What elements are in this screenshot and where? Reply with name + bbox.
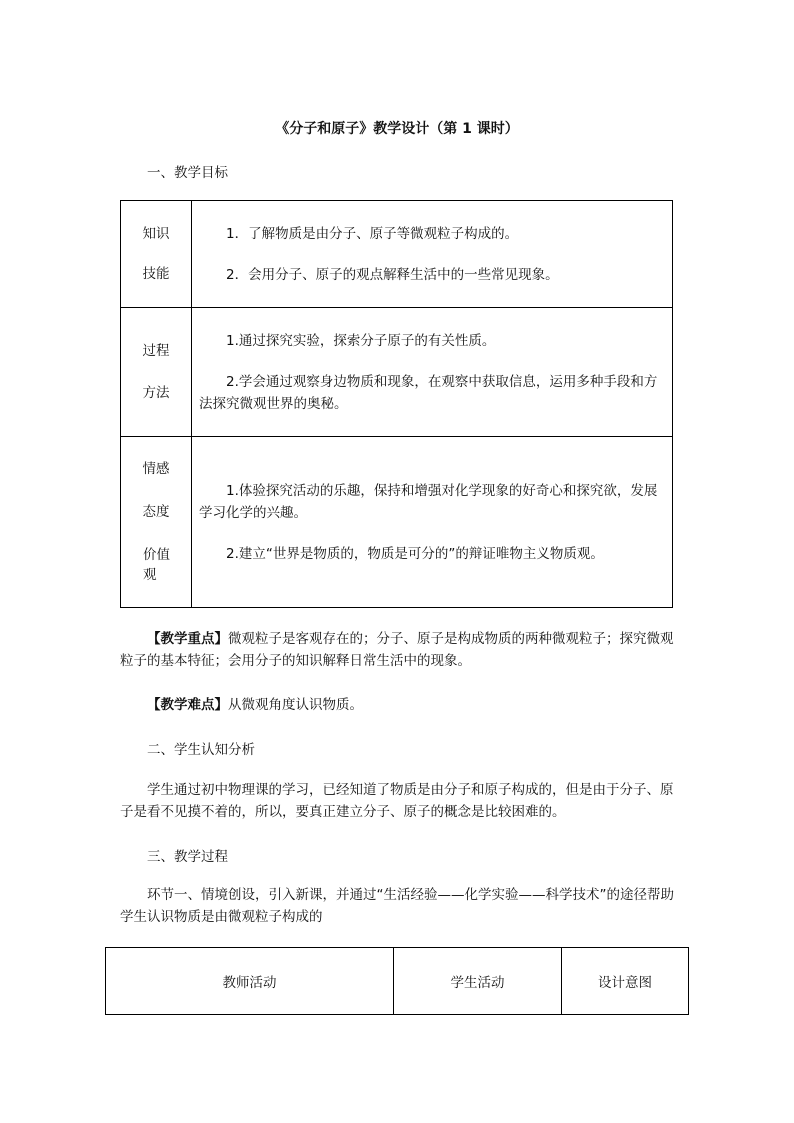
step1-paragraph: 环节一、情境创设，引入新课，并通过“生活经验——化学实验——科学技术”的途径帮助学生认识物质是由微观粒子构成的 [120,887,674,925]
goals-row-process [121,308,673,437]
key-points-tag: 【教学重点】 [147,631,228,647]
goal-item: 1.体验探究活动的乐趣，保持和增强对化学现象的好奇心和探究欲，发展学习化学的兴趣。 [199,482,658,521]
goals-label-line: 过程 [142,343,170,359]
goals-label-line: 价值观 [143,547,170,583]
process-table [105,947,689,1015]
teaching-goals-table [120,200,673,608]
goal-item: 1.通过探究实验，探索分子原子的有关性质。 [226,332,496,349]
header-teacher-activity: 教师活动 [106,948,394,1015]
goal-item: 2.学会通过观察身边物质和现象，在观察中获取信息，运用多种手段和方法探究微观世界的奥秘。 [199,373,658,412]
analysis-paragraph: 学生通过初中物理课的学习，已经知道了物质是由分子和原子构成的，但是由于分子、原子是看不见摸不着的，所以，要真正建立分子、原子的概念是比较困难的。 [120,782,674,820]
difficult-points-tag: 【教学难点】 [147,697,228,713]
section-heading-goals: 一、教学目标 [147,165,228,181]
goals-label-line: 方法 [142,385,170,401]
section-heading-process: 三、教学过程 [147,849,228,865]
goal-item: 2．会用分子、原子的观点解释生活中的一些常见现象。 [226,266,559,283]
goals-label-line: 知识 [142,226,170,242]
header-design-intent: 设计意图 [562,948,689,1015]
section-heading-analysis: 二、学生认知分析 [147,742,255,758]
goals-content-cell [192,437,673,608]
document-title: 《分子和原子》教学设计（第 1 课时） [275,121,519,137]
goals-label-cell [121,308,192,437]
goal-item: 1．了解物质是由分子、原子等微观粒子构成的。 [226,225,519,242]
goals-label-cell [121,201,192,308]
goal-item: 2.建立“世界是物质的，物质是可分的”的辩证唯物主义物质观。 [226,545,604,562]
goals-label-line: 技能 [142,266,170,282]
goals-label-line: 态度 [142,504,170,520]
goals-label-cell [121,437,192,608]
difficult-points-text: 从微观角度认识物质。 [228,697,363,713]
header-student-activity: 学生活动 [394,948,562,1015]
process-table-header-row [106,948,689,1015]
goals-content-cell [192,201,673,308]
goals-label-line: 情感 [142,461,170,477]
key-points-text: 微观粒子是客观存在的；分子、原子是构成物质的两种微观粒子；探究微观粒子的基本特征；会用分子的知识解释日常生活中的现象。 [120,631,674,669]
goals-content-cell [192,308,673,437]
key-points-paragraph [120,628,685,672]
goals-row-attitude [121,437,673,608]
goals-row-knowledge [121,201,673,308]
difficult-points-paragraph [120,694,685,716]
